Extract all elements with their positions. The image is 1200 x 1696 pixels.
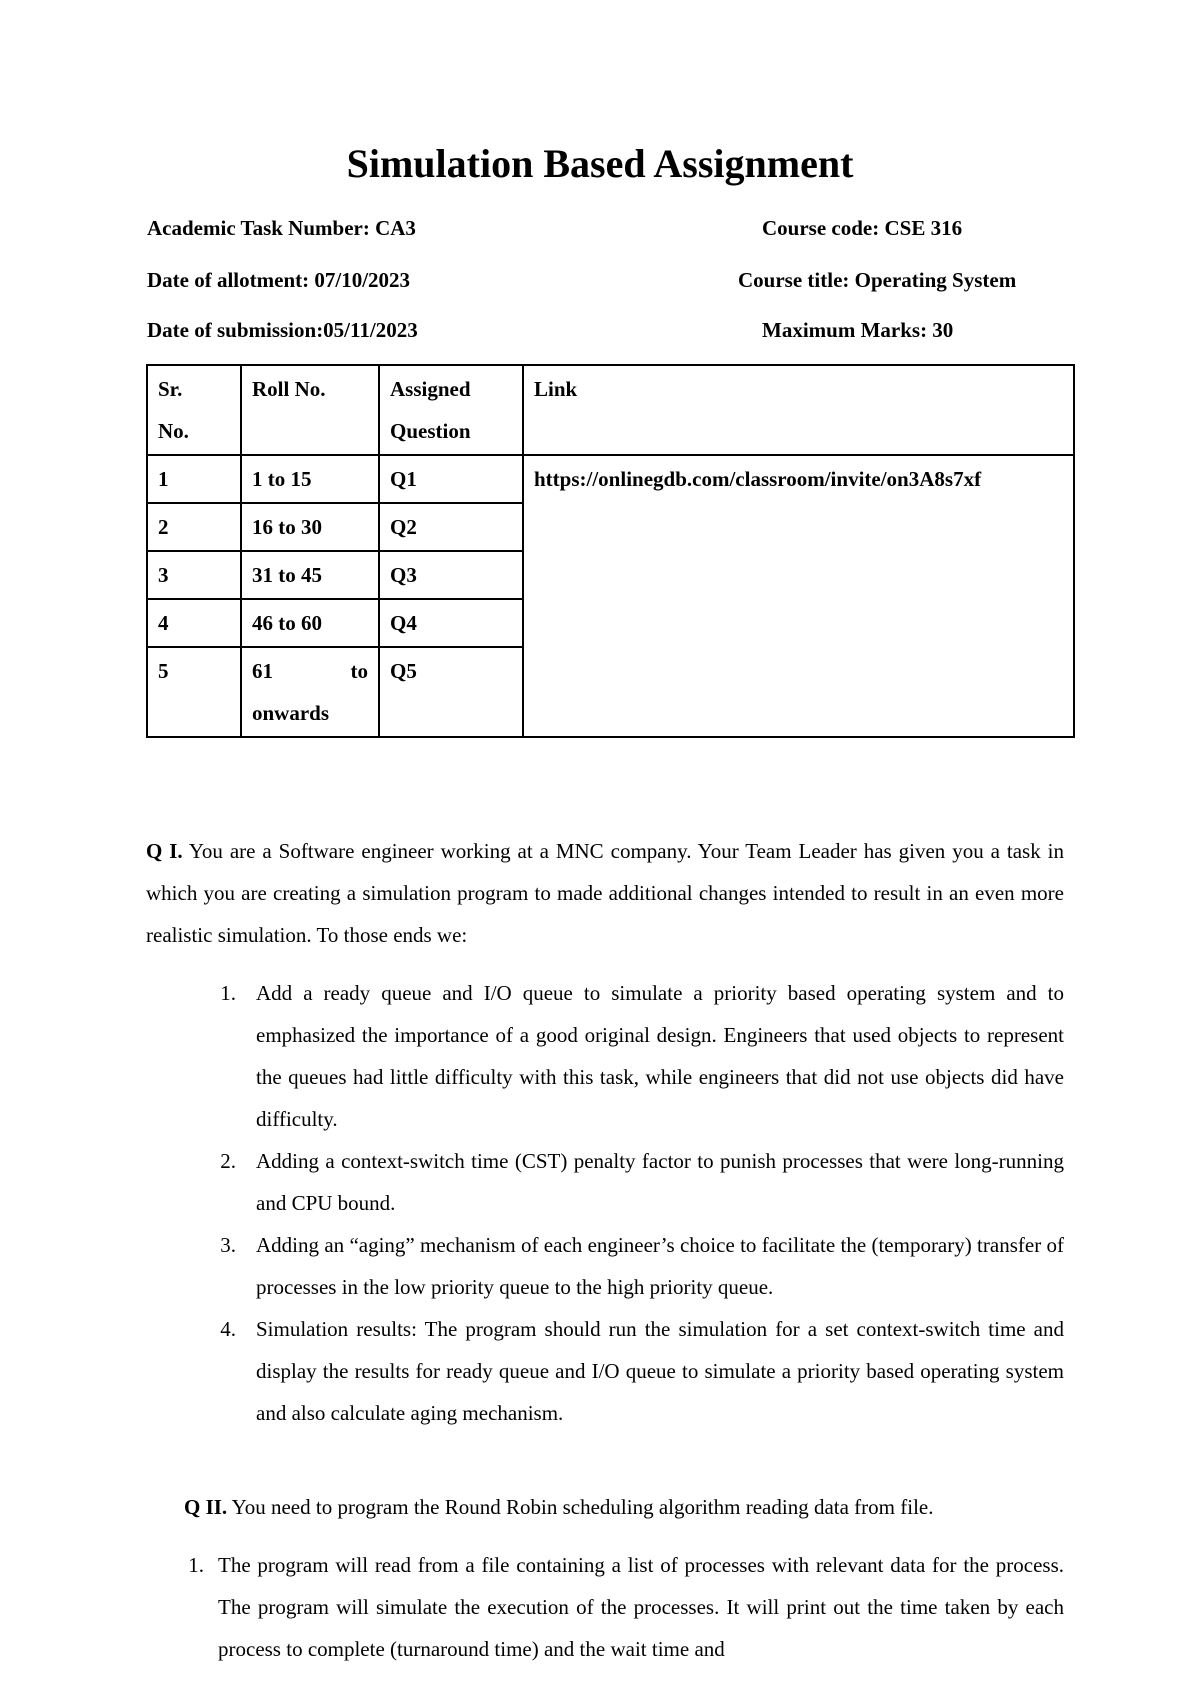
list-item [220, 1308, 1064, 1434]
list-item [220, 1140, 1064, 1224]
roll-onwards: onwards [252, 701, 330, 725]
header-assigned-line2: Question [390, 419, 471, 443]
header-roll-no: Roll No. [241, 365, 379, 455]
list-item [220, 972, 1064, 1140]
allotment-date: Date of allotment: 07/10/2023 [147, 268, 411, 292]
cell-question: Q4 [379, 599, 523, 647]
list-item-text: Simulation results: The program should run the simulation for a set context-switch time and display the results for ready queue and I/O queue to simulate a priority based operating system and also calculate aging mechanism. [256, 1317, 1064, 1425]
document-title: Simulation Based Assignment [346, 141, 854, 186]
q1-label: Q I. [146, 839, 183, 863]
course-title: Course title: Operating System [738, 268, 1017, 292]
q2-intro-text: You need to program the Round Robin scheduling algorithm reading data from file. [227, 1495, 934, 1519]
table-header-row [147, 365, 1074, 455]
list-item [188, 1544, 1064, 1670]
max-marks: Maximum Marks: 30 [762, 318, 954, 342]
header-sr-no [147, 365, 241, 455]
cell-roll: 31 to 45 [241, 551, 379, 599]
roll-line1 [252, 650, 368, 692]
header-sr-line1: Sr. [158, 377, 183, 401]
list-item [220, 1224, 1064, 1308]
roll-to: to [350, 659, 368, 683]
list-item-text: Add a ready queue and I/O queue to simulate a priority based operating system and to emphasized the importance of a good original design. Engineers that used objects to represent the queues had little difficulty with this task, while engineers that did not use objects did have difficulty. [256, 981, 1064, 1131]
task-number: Academic Task Number: CA3 [147, 216, 416, 240]
list-item-text: Adding an “aging” mechanism of each engineer’s choice to facilitate the (temporary) transfer of processes in the low priority queue to the high priority queue. [256, 1233, 1064, 1299]
assignment-table [146, 364, 1075, 738]
cell-roll [241, 647, 379, 737]
cell-roll: 46 to 60 [241, 599, 379, 647]
cell-sr: 4 [147, 599, 241, 647]
header-link: Link [523, 365, 1074, 455]
classroom-link[interactable]: https://onlinegdb.com/classroom/invite/on3A8s7xf [534, 467, 982, 491]
cell-roll: 1 to 15 [241, 455, 379, 503]
q1-intro-text: You are a Software engineer working at a MNC company. Your Team Leader has given you a task in which you are creating a simulation program to made additional changes intended to result in an even more realistic simulation. To those ends we: [146, 839, 1064, 947]
cell-sr: 1 [147, 455, 241, 503]
header-assigned-question [379, 365, 523, 455]
course-code: Course code: CSE 316 [762, 216, 963, 240]
list-number: 3. [220, 1233, 236, 1257]
q2-list [188, 1544, 1064, 1670]
list-number: 4. [220, 1317, 236, 1341]
q1-list [220, 972, 1064, 1434]
list-number: 2. [220, 1149, 236, 1173]
cell-link [523, 455, 1074, 737]
table-row [147, 455, 1074, 503]
submission-date: Date of submission:05/11/2023 [147, 318, 418, 342]
cell-sr: 2 [147, 503, 241, 551]
q2-intro [184, 1486, 1064, 1528]
header-assigned-line1: Assigned [390, 377, 471, 401]
cell-question: Q1 [379, 455, 523, 503]
header-sr-line2: No. [158, 419, 189, 443]
cell-question: Q2 [379, 503, 523, 551]
q1-intro [146, 830, 1064, 956]
q2-label: Q II. [184, 1495, 228, 1519]
list-number: 1. [188, 1553, 204, 1577]
cell-question: Q3 [379, 551, 523, 599]
roll-start: 61 [252, 659, 273, 683]
cell-roll: 16 to 30 [241, 503, 379, 551]
list-item-text: The program will read from a file containing a list of processes with relevant data for the process. The program will simulate the execution of the processes. It will print out the time taken by each process to complete (turnaround time) and the wait time and [218, 1553, 1064, 1661]
cell-question: Q5 [379, 647, 523, 737]
list-item-text: Adding a context-switch time (CST) penalty factor to punish processes that were long-running and CPU bound. [256, 1149, 1064, 1215]
list-number: 1. [220, 981, 236, 1005]
cell-sr: 3 [147, 551, 241, 599]
cell-sr: 5 [147, 647, 241, 737]
